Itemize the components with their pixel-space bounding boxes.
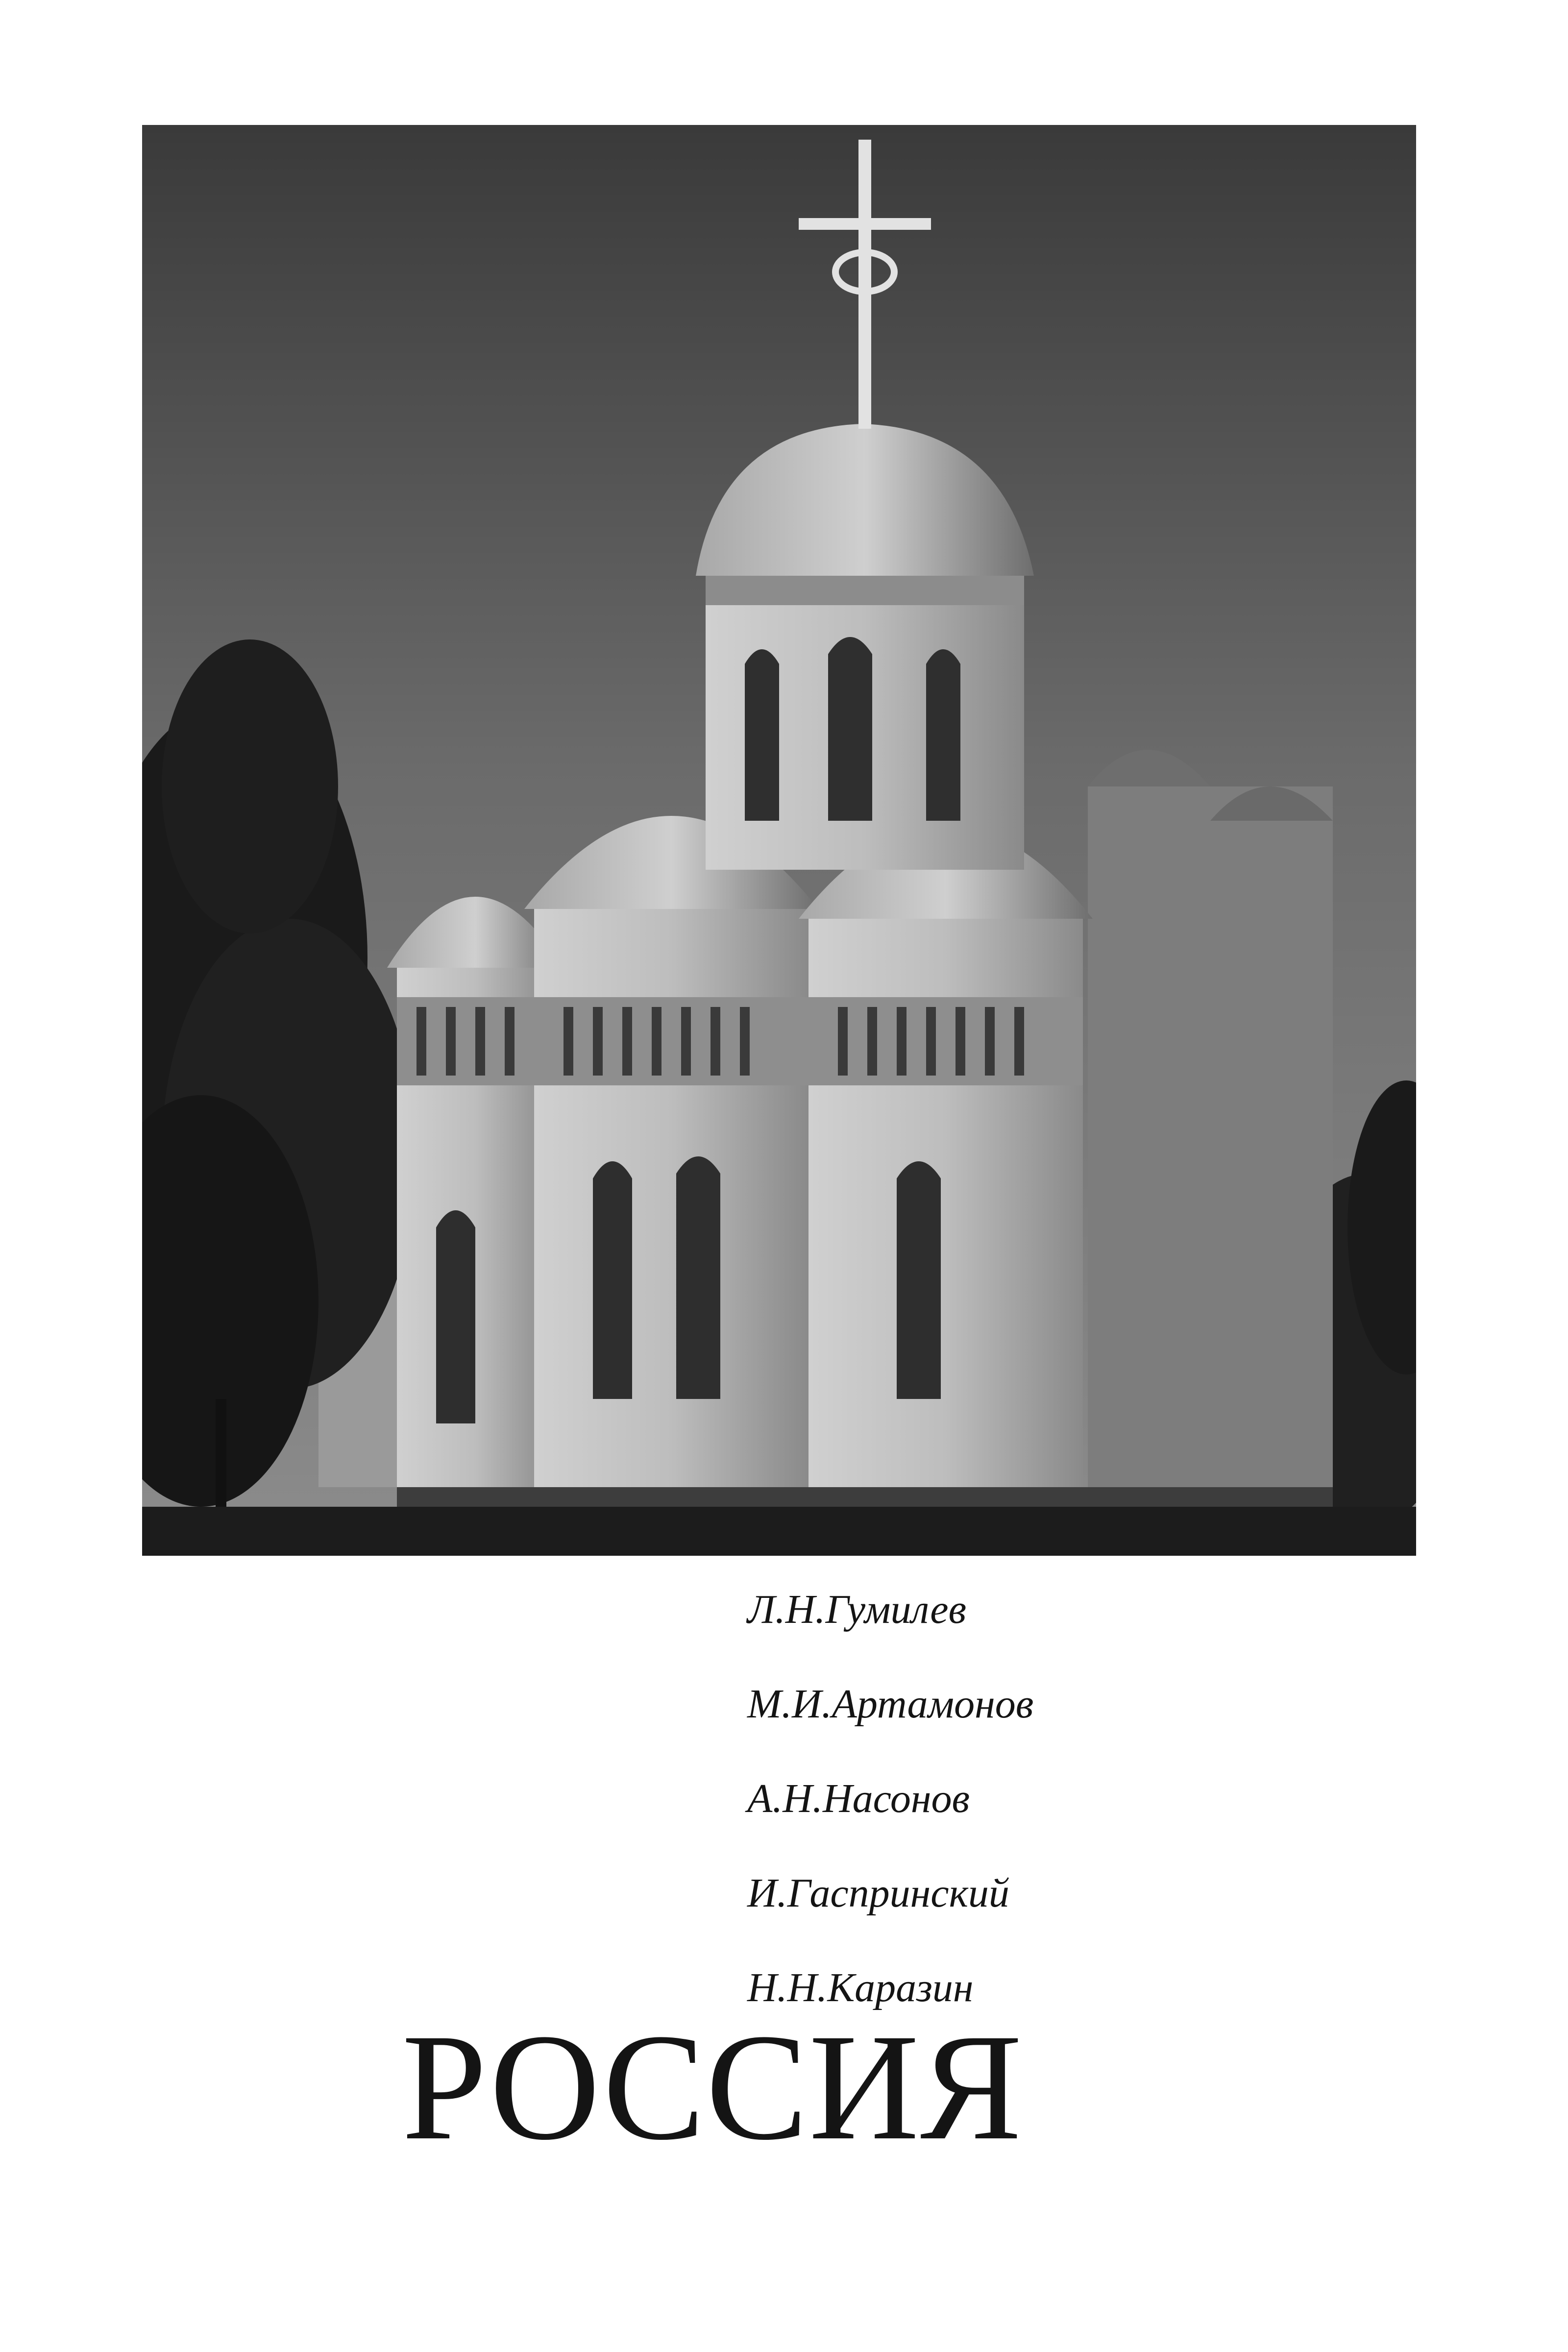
- author-name: А.Н.Насонов: [747, 1776, 970, 1821]
- book-title: РОССИЯ: [402, 2003, 1024, 2172]
- cover-photo: [142, 125, 1416, 1556]
- author-name: И.Гаспринский: [747, 1870, 1009, 1916]
- author-name: М.И.Артамонов: [747, 1681, 1034, 1727]
- author-list: [747, 1585, 1433, 2058]
- ground: [142, 1507, 1416, 1556]
- author-name: Л.Н.Гумилев: [747, 1587, 966, 1632]
- author-name: Н.Н.Каразин: [747, 1965, 974, 2010]
